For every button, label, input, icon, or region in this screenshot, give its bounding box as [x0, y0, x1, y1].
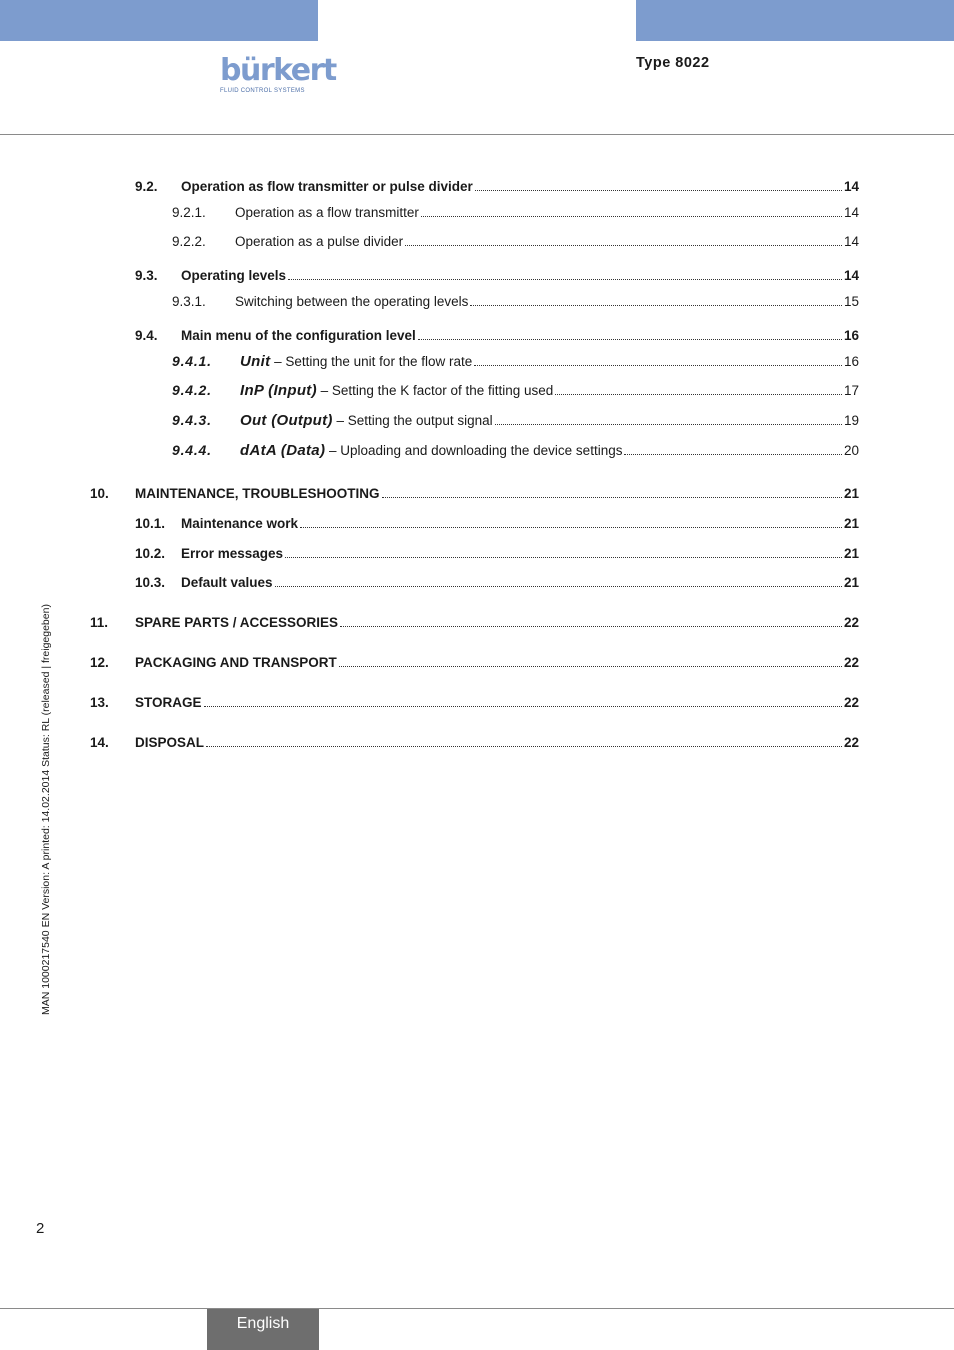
toc-entry-page: 21: [843, 486, 859, 501]
toc-entry-number: 9.3.1.: [172, 294, 206, 309]
toc-entry-page: 17: [843, 383, 859, 398]
toc-entry-number: 9.4.2.: [172, 382, 212, 398]
toc-entry-number: 9.3.: [135, 268, 158, 283]
toc-entry-title: Operating levels: [181, 268, 287, 283]
toc-entry-9-4-3[interactable]: [172, 412, 859, 429]
toc-entry-number: 9.2.1.: [172, 205, 206, 220]
toc-entry-description: – Setting the output signal: [332, 413, 493, 428]
document-side-info: MAN 1000217540 EN Version: A printed: 14.02.2014 Status: RL (released | freigegeben): [40, 604, 52, 1015]
page-number: 2: [36, 1220, 45, 1237]
toc-entry-9-4-1[interactable]: [172, 353, 859, 370]
toc-entry-title: Maintenance work: [181, 516, 299, 531]
toc-entry-number: 11.: [90, 615, 109, 630]
toc-entry-9-4[interactable]: [135, 328, 859, 343]
toc-entry-page: 16: [843, 354, 859, 369]
toc-entry-title: [240, 442, 622, 459]
toc-entry-11[interactable]: [90, 615, 859, 630]
toc-entry-number: 9.4.4.: [172, 442, 212, 458]
toc-entry-title: PACKAGING AND TRANSPORT: [135, 655, 337, 670]
toc-entry-9-2[interactable]: [135, 179, 859, 194]
toc-leader-dots: [382, 497, 842, 498]
toc-leader-dots: [288, 279, 842, 280]
toc-entry-page: 21: [843, 575, 859, 590]
toc-entry-10-1[interactable]: [135, 516, 859, 531]
toc-entry-page: 16: [843, 328, 859, 343]
toc-leader-dots: [275, 586, 842, 587]
toc-leader-dots: [421, 216, 842, 217]
toc-leader-dots: [495, 424, 842, 425]
toc-entry-page: 14: [843, 234, 859, 249]
toc-entry-title: Main menu of the configuration level: [181, 328, 416, 343]
toc-entry-9-2-1[interactable]: [172, 205, 859, 220]
toc-leader-dots: [206, 746, 842, 747]
toc-entry-page: 22: [843, 615, 859, 630]
toc-entry-title: MAINTENANCE, TROUBLESHOOTING: [135, 486, 380, 501]
toc-leader-dots: [339, 666, 842, 667]
toc-entry-13[interactable]: [90, 695, 859, 710]
toc-entry-number: 9.4.3.: [172, 412, 212, 428]
toc-entry-title: Switching between the operating levels: [235, 294, 469, 309]
toc-entry-number: 14.: [90, 735, 109, 750]
toc-entry-description: – Setting the K factor of the fitting used: [316, 383, 554, 398]
toc-leader-dots: [474, 365, 842, 366]
toc-entry-page: 15: [843, 294, 859, 309]
toc-entry-number: 10.2.: [135, 546, 166, 561]
toc-entry-10-3[interactable]: [135, 575, 859, 590]
toc-entry-number: 9.4.1.: [172, 353, 212, 369]
toc-leader-dots: [475, 190, 842, 191]
logo-tagline: FLUID CONTROL SYSTEMS: [220, 88, 305, 94]
toc-leader-dots: [470, 305, 842, 306]
toc-entry-title: Error messages: [181, 546, 284, 561]
toc-entry-description: – Setting the unit for the flow rate: [270, 354, 473, 369]
footer-divider: [0, 1308, 954, 1309]
toc-menu-keyword: Out (Output): [240, 412, 333, 429]
toc-leader-dots: [624, 454, 842, 455]
toc-entry-page: 21: [843, 516, 859, 531]
toc-leader-dots: [204, 706, 842, 707]
toc-entry-10-2[interactable]: [135, 546, 859, 561]
toc-leader-dots: [285, 557, 842, 558]
toc-entry-title: Operation as flow transmitter or pulse divider: [181, 179, 473, 194]
toc-entry-page: 22: [843, 735, 859, 750]
toc-entry-title: Default values: [181, 575, 273, 590]
toc-entry-number: 10.3.: [135, 575, 166, 590]
toc-entry-number: 9.2.2.: [172, 234, 206, 249]
toc-entry-9-3-1[interactable]: [172, 294, 859, 309]
toc-entry-page: 22: [843, 655, 859, 670]
toc-leader-dots: [300, 527, 842, 528]
logo-wordmark: bürkert: [220, 53, 336, 88]
toc-entry-title: Operation as a pulse divider: [235, 234, 404, 249]
toc-entry-12[interactable]: [90, 655, 859, 670]
toc-leader-dots: [555, 394, 842, 395]
toc-entry-page: 21: [843, 546, 859, 561]
toc-entry-title: [240, 412, 493, 429]
toc-entry-page: 22: [843, 695, 859, 710]
toc-entry-10[interactable]: [90, 486, 859, 501]
toc-entry-9-3[interactable]: [135, 268, 859, 283]
document-type-label: Type 8022: [636, 55, 710, 71]
toc-leader-dots: [405, 245, 842, 246]
toc-entry-title: STORAGE: [135, 695, 202, 710]
toc-menu-keyword: dAtA (Data): [240, 442, 326, 459]
toc-entry-page: 14: [843, 179, 859, 194]
toc-entry-title: [240, 382, 553, 399]
toc-entry-9-2-2[interactable]: [172, 234, 859, 249]
toc-entry-title: [240, 353, 472, 370]
toc-entry-number: 9.4.: [135, 328, 158, 343]
toc-entry-number: 12.: [90, 655, 109, 670]
toc-entry-title: SPARE PARTS / ACCESSORIES: [135, 615, 339, 630]
toc-entry-number: 10.1.: [135, 516, 166, 531]
toc-leader-dots: [340, 626, 842, 627]
toc-menu-keyword: InP (Input): [240, 382, 317, 399]
toc-entry-page: 19: [843, 413, 859, 428]
toc-entry-9-4-4[interactable]: [172, 442, 859, 459]
toc-entry-description: – Uploading and downloading the device settings: [325, 443, 623, 458]
toc-entry-title: Operation as a flow transmitter: [235, 205, 419, 220]
toc-menu-keyword: Unit: [240, 353, 271, 370]
toc-entry-number: 10.: [90, 486, 109, 501]
toc-entry-title: DISPOSAL: [135, 735, 205, 750]
toc-leader-dots: [418, 339, 842, 340]
toc-entry-9-4-2[interactable]: [172, 382, 859, 399]
toc-entry-number: 13.: [90, 695, 109, 710]
toc-entry-page: 14: [843, 268, 859, 283]
toc-entry-page: 14: [843, 205, 859, 220]
toc-entry-14[interactable]: [90, 735, 859, 750]
toc-entry-page: 20: [843, 443, 859, 458]
toc-entry-number: 9.2.: [135, 179, 158, 194]
language-tab: English: [207, 1309, 319, 1350]
